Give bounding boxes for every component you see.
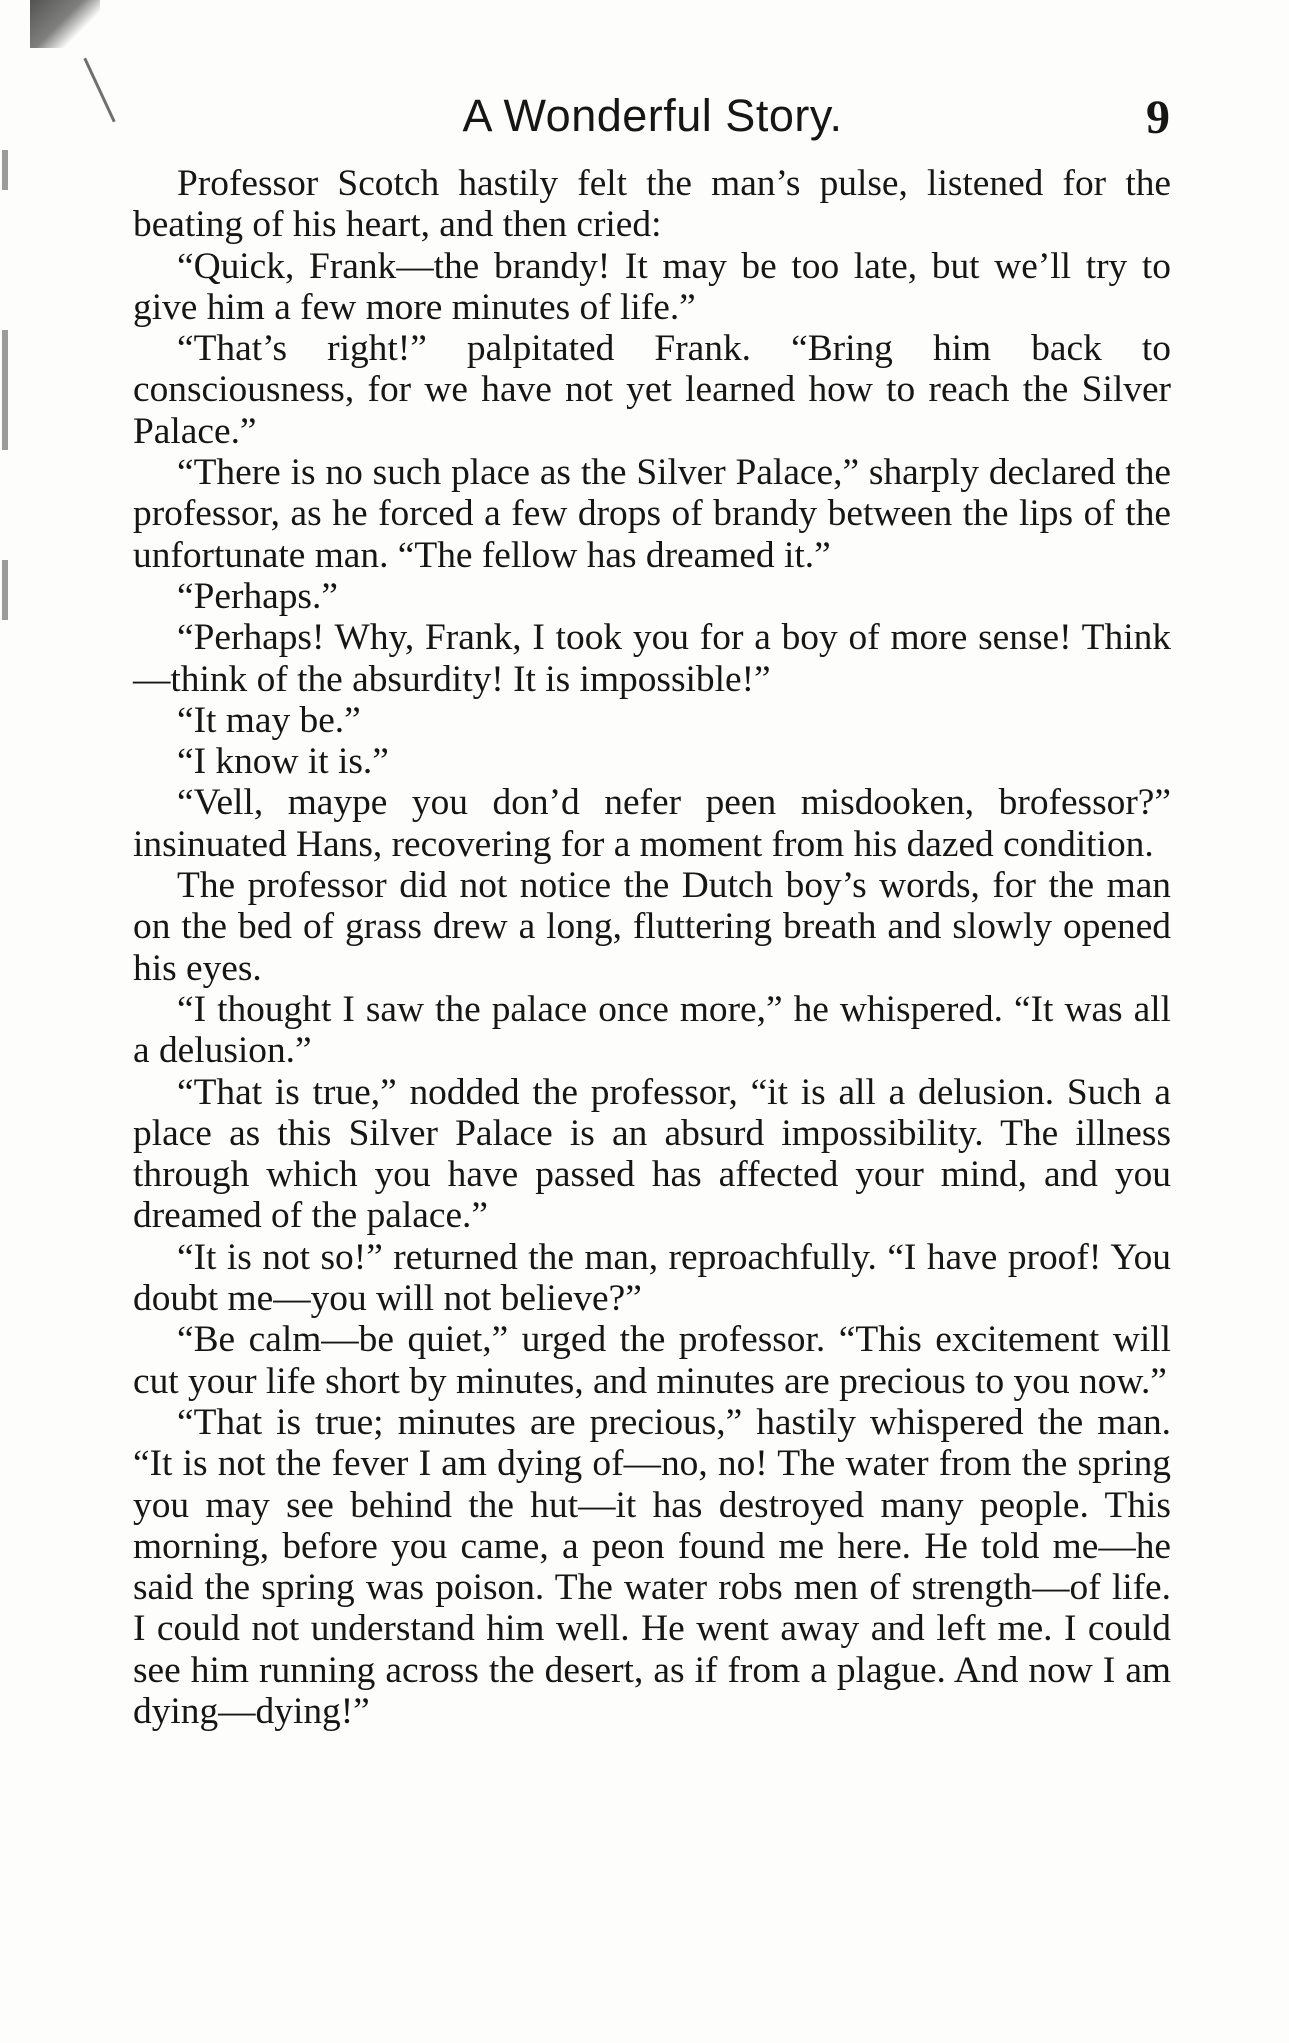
scan-smudge-corner — [30, 0, 100, 48]
paragraph: “Quick, Frank—the brandy! It may be too late, but we’ll try to give him a few more minutes of life.” — [133, 245, 1171, 328]
scan-edge-mark — [2, 560, 8, 620]
body-text — [133, 163, 1171, 1732]
running-head — [135, 88, 1170, 148]
paragraph: Professor Scotch hastily felt the man’s pulse, listened for the beating of his heart, and then cried: — [133, 163, 1171, 246]
scan-edge-mark — [2, 330, 8, 450]
paragraph: “That is true; minutes are precious,” hastily whispered the man. “It is not the fever I am dying of—no, no! The water from the spring you may see behind the hut—it has destroyed many people. This morning, before you came, a peon found me here. He told me—he said the spring was poison. The water robs men of strength—of life. I could not understand him well. He went away and left me. I could see him running across the desert, as if from a plague. And now I am dying—dying!” — [133, 1401, 1171, 1732]
paragraph: “That’s right!” palpitated Frank. “Bring him back to consciousness, for we have not yet learned how to reach the Silver Palace.” — [133, 328, 1171, 452]
paragraph: “Vell, maype you don’d nefer peen misdooken, brofessor?” insinuated Hans, recovering for a moment from his dazed condition. — [133, 782, 1171, 865]
page-number: 9 — [1146, 91, 1170, 144]
paragraph: “Perhaps.” — [177, 575, 338, 617]
paragraph: “There is no such place as the Silver Palace,” sharply declared the professor, as he forced a few drops of brandy between the lips of the unfortunate man. “The fellow has dreamed it.” — [133, 452, 1171, 576]
scan-stroke-mark — [83, 58, 115, 123]
paragraph: “I thought I saw the palace once more,” he whispered. “It was all a delusion.” — [133, 988, 1171, 1072]
running-title: A Wonderful Story. — [462, 90, 843, 141]
scan-edge-mark — [2, 150, 8, 190]
paragraph: “It is not so!” returned the man, reproachfully. “I have proof! You doubt me—you will not believe?” — [133, 1236, 1171, 1320]
paragraph: “Perhaps! Why, Frank, I took you for a boy of more sense! Think—think of the absurdity! It is impossible!” — [133, 617, 1171, 700]
paragraph: “That is true,” nodded the professor, “it is all a delusion. Such a place as this Silver Palace is an absurd impossibility. The illness through which you have passed has affected your mind, and you dreamed of the palace.” — [133, 1071, 1171, 1237]
paragraph: “It may be.” — [177, 699, 361, 741]
paragraph: The professor did not notice the Dutch boy’s words, for the man on the bed of grass drew a long, fluttering breath and slowly opened his eyes. — [133, 865, 1171, 989]
paragraph: “Be calm—be quiet,” urged the professor. “This excitement will cut your life short by minutes, and minutes are precious to you now.” — [133, 1319, 1171, 1402]
paragraph: “I know it is.” — [177, 741, 389, 783]
